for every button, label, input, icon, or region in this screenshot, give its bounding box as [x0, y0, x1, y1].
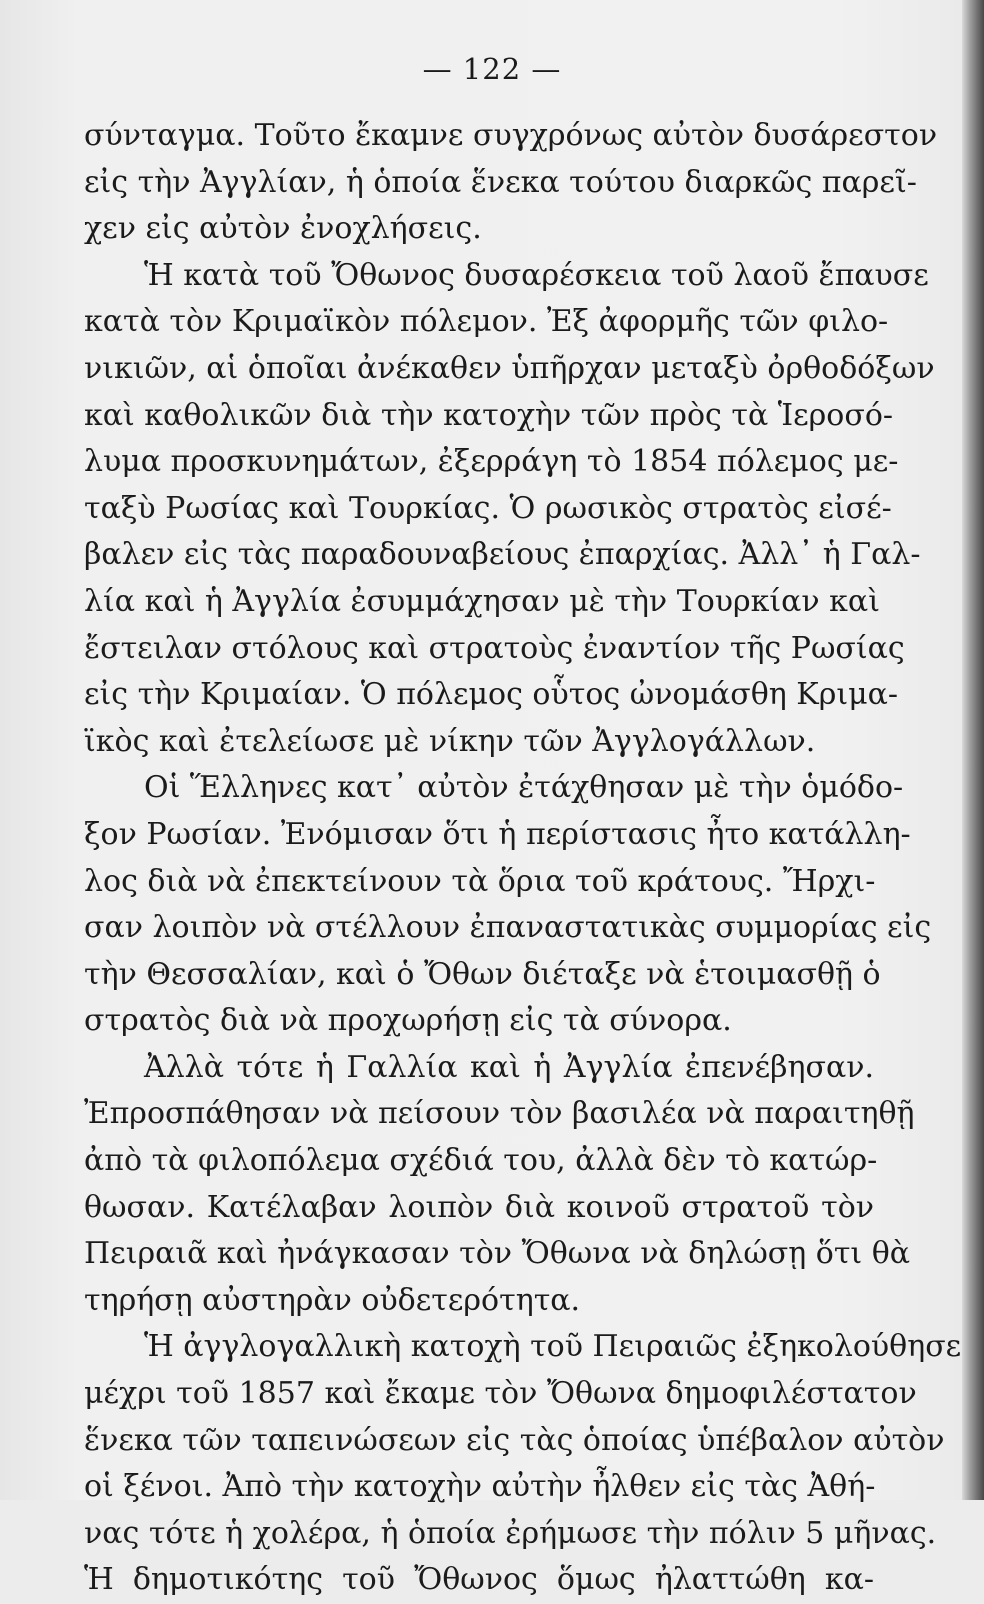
text-line: Ἡ κατὰ τοῦ Ὄθωνος δυσαρέσκεια τοῦ λαοῦ ἔπαυσε [144, 257, 929, 293]
text-line: ἔστειλαν στόλους καὶ στρατοὺς ἐναντίον τῆς Ρωσίας [84, 630, 905, 666]
text-line: σύνταγμα. Τοῦτο ἔκαμνε συγχρόνως αὐτὸν δυσάρεστον [84, 118, 938, 153]
text-line: οἱ ξένοι. Ἀπὸ τὴν κατοχὴν αὐτὴν ἦλθεν εἰς τὰς Ἀθή- [84, 1469, 876, 1505]
text-line: Οἱ Ἕλληνες κατ᾽ αὐτὸν ἐτάχθησαν μὲ τὴν ὁμόδο- [144, 770, 904, 806]
text-line: ξον Ρωσίαν. Ἐνόμισαν ὅτι ἡ περίστασις ἦτο κατάλλη- [84, 816, 911, 852]
text-line: ἀπὸ τὰ φιλοπόλεμα σχέδιά του, ἀλλὰ δὲν τὸ κατώρ- [84, 1143, 878, 1179]
text-line: εἰς τὴν Κριμαίαν. Ὁ πόλεμος οὗτος ὠνομάσθη Κριμα- [84, 677, 898, 713]
text-line: εἰς τὴν Ἀγγλίαν, ἡ ὁποία ἕνεκα τούτου διαρκῶς παρεῖ- [84, 164, 917, 200]
text-line: Ἡ ἀγγλογαλλικὴ κατοχὴ τοῦ Πειραιῶς ἐξηκολούθησε [144, 1329, 962, 1365]
text-line: ϊκὸς καὶ ἐτελείωσε μὲ νίκην τῶν Ἀγγλογάλλων. [84, 723, 816, 759]
text-line: κατὰ τὸν Κριμαϊκὸν πόλεμον. Ἐξ ἀφορμῆς τῶν φιλο- [84, 304, 889, 340]
text-line: τηρήσῃ αὐστηρὰν οὐδετερότητα. [84, 1282, 581, 1318]
text-line: χεν εἰς αὐτὸν ἐνοχλήσεις. [84, 211, 482, 247]
text-line: θωσαν. Κατέλαβαν λοιπὸν διὰ κοινοῦ στρατοῦ τὸν [84, 1189, 874, 1225]
text-line: Ἡ δημοτικότης τοῦ Ὄθωνος ὅμως ἠλαττώθη κα- [84, 1562, 874, 1598]
text-line: λος διὰ νὰ ἐπεκτείνουν τὰ ὅρια τοῦ κράτους. Ἤρχι- [84, 863, 876, 899]
text-line: στρατὸς διὰ νὰ προχωρήσῃ εἰς τὰ σύνορα. [84, 1003, 732, 1039]
text-line: νικιῶν, αἱ ὁποῖαι ἀνέκαθεν ὑπῆρχαν μεταξὺ ὀρθοδόξων [84, 350, 935, 386]
text-line: λυμα προσκυνημάτων, ἐξερράγη τὸ 1854 πόλεμος με- [84, 444, 899, 480]
body-text [84, 113, 962, 1604]
text-line: Πειραιᾶ καὶ ἠνάγκασαν τὸν Ὄθωνα νὰ δηλώσῃ ὅτι θὰ [84, 1236, 911, 1272]
text-line: σαν λοιπὸν νὰ στέλλουν ἐπαναστατικὰς συμμορίας εἰς [84, 910, 932, 946]
text-line: ἕνεκα τῶν ταπεινώσεων εἰς τὰς ὁποίας ὑπέβαλον αὐτὸν [84, 1422, 945, 1458]
text-line: βαλεν εἰς τὰς παραδουναβείους ἐπαρχίας. Ἀλλ᾽ ἡ Γαλ- [84, 537, 921, 573]
text-line: καὶ καθολικῶν διὰ τὴν κατοχὴν τῶν πρὸς τὰ Ἱεροσό- [84, 397, 894, 433]
page-number: — 122 — [422, 52, 562, 86]
text-line: τὴν Θεσσαλίαν, καὶ ὁ Ὄθων διέταξε νὰ ἑτοιμασθῇ ὁ [84, 956, 881, 992]
text-line: ταξὺ Ρωσίας καὶ Τουρκίας. Ὁ ρωσικὸς στρατὸς εἰσέ- [84, 490, 892, 526]
text-line: Ἀλλὰ τότε ἡ Γαλλία καὶ ἡ Ἀγγλία ἐπενέβησαν. [144, 1049, 874, 1085]
text-line: μέχρι τοῦ 1857 καὶ ἔκαμε τὸν Ὄθωνα δημοφιλέστατον [84, 1376, 917, 1412]
text-line: νας τότε ἡ χολέρα, ἡ ὁποία ἐρήμωσε τὴν πόλιν 5 μῆνας. [84, 1515, 937, 1551]
text-line: λία καὶ ἡ Ἀγγλία ἐσυμμάχησαν μὲ τὴν Τουρκίαν καὶ [84, 583, 880, 619]
page-edge-shadow [962, 0, 984, 1500]
text-line: Ἐπροσπάθησαν νὰ πείσουν τὸν βασιλέα νὰ παραιτηθῇ [84, 1096, 915, 1132]
